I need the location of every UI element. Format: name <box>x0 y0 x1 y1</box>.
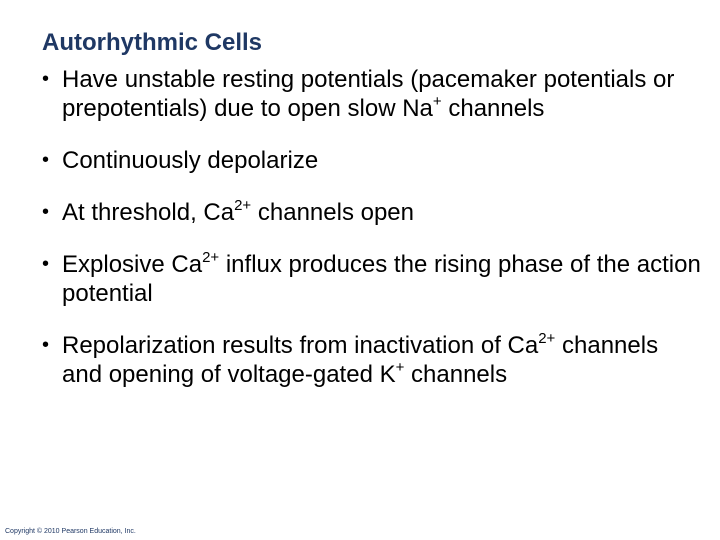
superscript: + <box>432 93 442 110</box>
superscript: + <box>395 359 405 376</box>
bullet-list <box>32 65 702 389</box>
bullet-item <box>32 331 702 389</box>
bullet-text: At threshold, Ca <box>62 199 235 226</box>
copyright-notice: Copyright © 2010 Pearson Education, Inc. <box>5 528 136 535</box>
bullet-item <box>32 198 702 227</box>
bullet-text: influx produces the rising phase of the action potential <box>62 251 701 307</box>
bullet-item <box>32 146 702 175</box>
bullet-text: Explosive Ca <box>62 251 203 278</box>
bullet-dot: • <box>42 334 50 356</box>
bullet-dot: • <box>42 201 50 223</box>
bullet-text: Repolarization results from inactivation of Ca <box>62 332 539 359</box>
bullet-text: channels and opening of voltage-gated K <box>62 332 659 388</box>
bullet-text: Continuously depolarize <box>62 147 319 174</box>
superscript: 2+ <box>202 249 220 266</box>
bullet-dot: • <box>42 149 50 171</box>
bullet-text: channels <box>441 95 545 122</box>
bullet-item <box>32 65 702 123</box>
bullet-dot: • <box>42 253 50 275</box>
bullet-item <box>32 250 702 308</box>
bullet-dot: • <box>42 68 50 90</box>
bullet-text: Have unstable resting potentials (pacemaker potentials or prepotentials) due to open slow Na <box>62 66 675 122</box>
bullet-text: channels <box>404 361 508 388</box>
slide-title: Autorhythmic Cells <box>42 29 263 56</box>
superscript: 2+ <box>538 330 556 347</box>
superscript: 2+ <box>234 197 252 214</box>
bullet-text: channels open <box>251 199 414 226</box>
